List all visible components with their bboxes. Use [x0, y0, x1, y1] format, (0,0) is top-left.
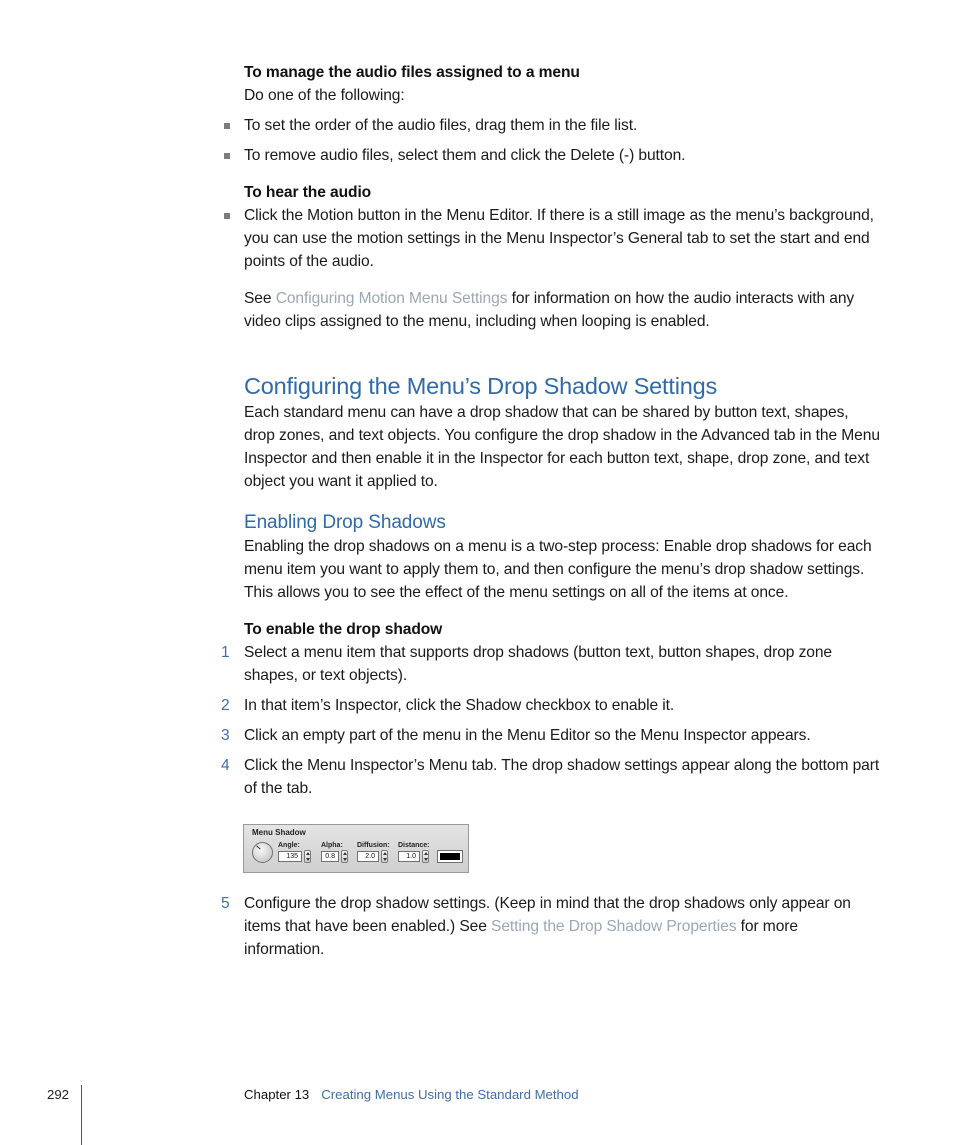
- alpha-stepper-icon[interactable]: [341, 850, 348, 863]
- page-number: 292: [47, 1087, 70, 1102]
- hear-audio-bullet: Click the Motion button in the Menu Editor. If there is a still image as the menu’s background, you can use the motion settings in the Menu Inspector’s General tab to set the start and end points of the audio.: [244, 207, 874, 270]
- distance-field[interactable]: 1.0: [398, 851, 420, 862]
- see-also-paragraph: [244, 287, 880, 333]
- angle-stepper-icon[interactable]: [304, 850, 311, 863]
- section-title: Configuring the Menu’s Drop Shadow Settings: [244, 373, 718, 399]
- step-number: 4: [221, 757, 230, 774]
- shadow-color-swatch: [440, 853, 460, 860]
- step-number: 3: [221, 727, 230, 744]
- angle-label: Angle:: [278, 842, 300, 849]
- bullet-icon: [224, 123, 230, 129]
- configuring-motion-menu-settings-link[interactable]: Configuring Motion Menu Settings: [275, 290, 508, 307]
- chapter-title: Creating Menus Using the Standard Method: [321, 1087, 579, 1102]
- bullet-icon: [224, 213, 230, 219]
- step-number: 5: [221, 895, 230, 912]
- bullet-icon: [224, 153, 230, 159]
- step-number: 1: [221, 644, 230, 661]
- diffusion-field[interactable]: 2.0: [357, 851, 379, 862]
- setting-drop-shadow-properties-link[interactable]: Setting the Drop Shadow Properties: [491, 918, 737, 935]
- step-1-text: Select a menu item that supports drop shadows (button text, button shapes, drop zone shapes, or text objects).: [244, 644, 832, 684]
- step-4-text: Click the Menu Inspector’s Menu tab. The drop shadow settings appear along the bottom part of the tab.: [244, 757, 880, 797]
- angle-dial-icon[interactable]: [252, 842, 273, 863]
- hear-audio-heading: To hear the audio: [244, 184, 372, 201]
- step-5-prefix: Configure the drop shadow settings. (Keep in mind that the drop shadows only appear on items that have been enabled.) See: [244, 895, 851, 935]
- distance-stepper-icon[interactable]: [422, 850, 429, 863]
- footer-divider: [81, 1085, 82, 1145]
- subsection-intro: Enabling the drop shadows on a menu is a two-step process: Enable drop shadows for each menu item you want to apply them to, and then configure the menu’s drop shadow settings. This allows you to see the effect of the menu settings on all of the items at once.: [244, 538, 872, 601]
- diffusion-stepper-icon[interactable]: [381, 850, 388, 863]
- manage-audio-intro: Do one of the following:: [244, 87, 405, 104]
- see-suffix: for information on how the audio interacts with any video clips assigned to the menu, including when looping is enabled.: [244, 290, 855, 330]
- menu-shadow-title: Menu Shadow: [252, 828, 306, 837]
- step-5-text: [244, 892, 880, 961]
- section-intro: Each standard menu can have a drop shadow that can be shared by button text, shapes, drop zones, and text objects. You configure the drop shadow in the Advanced tab in the Menu Inspector and then enable it in the Inspector for each button text, shape, drop zone, and text object you want it applied to.: [244, 404, 880, 490]
- angle-field[interactable]: 135: [278, 851, 302, 862]
- distance-label: Distance:: [398, 842, 430, 849]
- enable-shadow-heading: To enable the drop shadow: [244, 621, 443, 638]
- manage-bullet-2: To remove audio files, select them and click the Delete (-) button.: [244, 147, 686, 164]
- manage-bullet-1: To set the order of the audio files, drag them in the file list.: [244, 117, 638, 134]
- step-5-suffix: for more information.: [244, 918, 798, 958]
- menu-shadow-panel: [243, 824, 469, 873]
- manage-audio-heading: To manage the audio files assigned to a menu: [244, 64, 580, 81]
- diffusion-label: Diffusion:: [357, 842, 390, 849]
- subsection-title: Enabling Drop Shadows: [244, 512, 446, 533]
- see-prefix: See: [244, 290, 276, 307]
- step-3-text: Click an empty part of the menu in the Menu Editor so the Menu Inspector appears.: [244, 727, 811, 744]
- alpha-label: Alpha:: [321, 842, 343, 849]
- chapter-label: Chapter 13: [244, 1087, 310, 1102]
- step-number: 2: [221, 697, 230, 714]
- alpha-field[interactable]: 0.8: [321, 851, 339, 862]
- shadow-color-well[interactable]: [437, 850, 463, 863]
- footer-chapter: [244, 1086, 579, 1104]
- step-2-text: In that item’s Inspector, click the Shadow checkbox to enable it.: [244, 697, 675, 714]
